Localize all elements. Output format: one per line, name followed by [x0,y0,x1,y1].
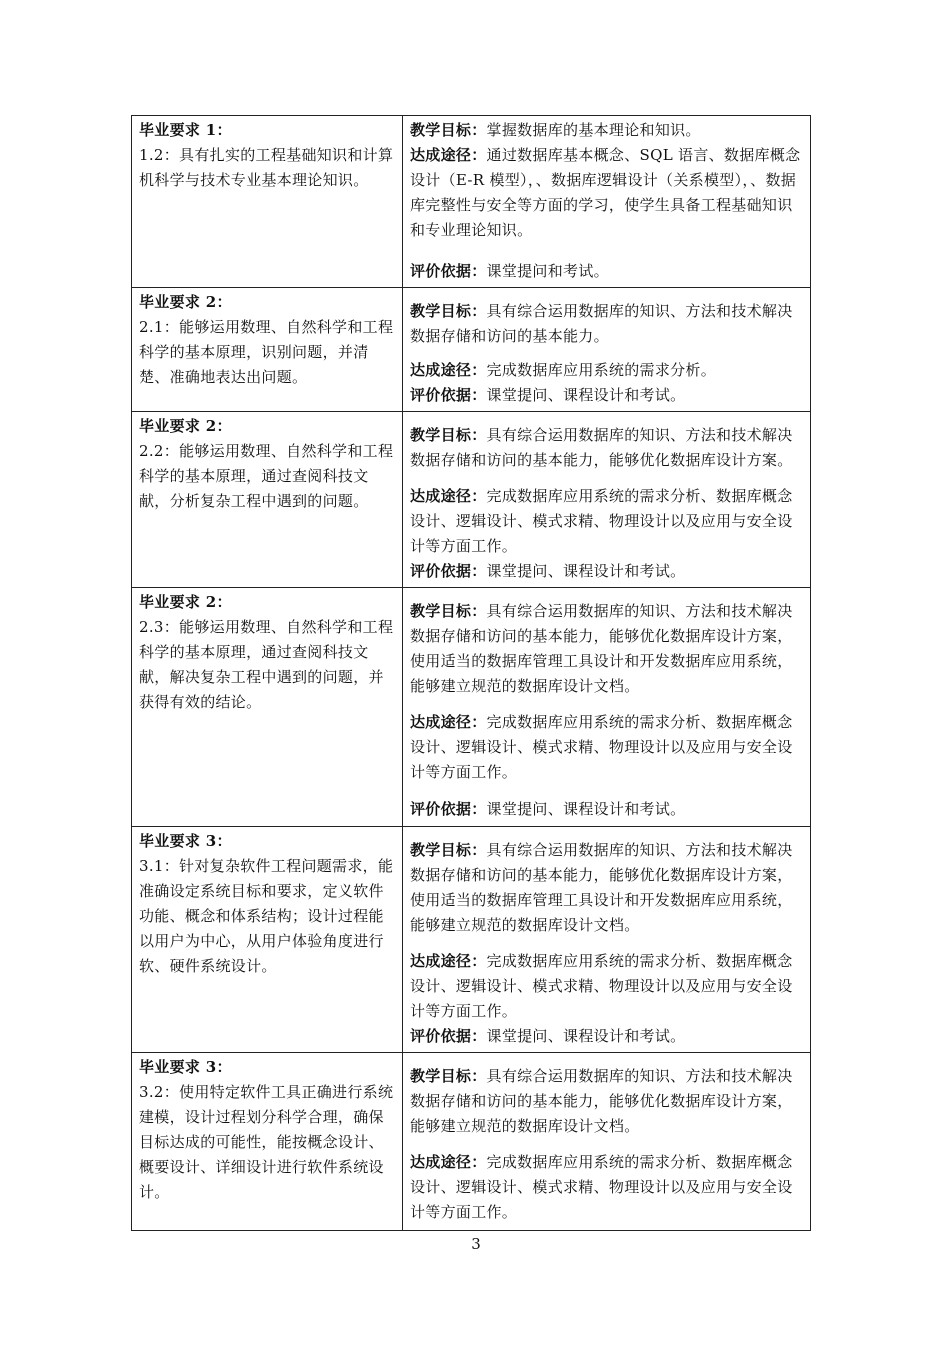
teaching-goal-text: 具有综合运用数据库的知识、方法和技术解决数据存储和访问的基本能力，能够优化数据库设计方案，使用适当的数据库管理工具设计和开发数据库应用系统，能够建立规范的数据库设计文档。 [410,841,793,934]
achievement-path-text: 通过数据库基本概念、SQL 语言、数据库概念设计（E-R 模型），、数据库逻辑设计（关系模型），、数据库完整性与安全等方面的学习，使学生具备工程基础知识和专业理论知识。 [410,146,801,239]
teaching-goal-text: 具有综合运用数据库的知识、方法和技术解决数据存储和访问的基本能力，能够优化数据库设计方案，使用适当的数据库管理工具设计和开发数据库应用系统，能够建立规范的数据库设计文档。 [410,602,793,695]
requirement-title: 毕业要求 3： [139,832,232,850]
evaluation-basis-label: 评价依据： [410,386,487,404]
objective-cell [403,412,811,588]
requirement-cell [132,116,403,288]
table-row [132,116,811,288]
teaching-goal-label: 教学目标： [410,426,487,444]
teaching-goal-label: 教学目标： [410,1067,487,1085]
achievement-path-text: 完成数据库应用系统的需求分析、数据库概念设计、逻辑设计、模式求精、物理设计以及应用与安全设计等方面工作。 [410,952,793,1020]
requirement-text: 3.2：使用特定软件工具正确进行系统建模，设计过程划分科学合理，确保目标达成的可能性，能按概念设计、概要设计、详细设计进行软件系统设计。 [139,1083,394,1201]
evaluation-basis [410,259,803,284]
evaluation-basis [410,383,803,408]
evaluation-basis-text: 课堂提问、课程设计和考试。 [486,800,686,818]
evaluation-basis [410,797,803,822]
evaluation-basis [410,559,803,584]
requirement-title: 毕业要求 2： [139,293,232,311]
achievement-path [410,710,803,785]
achievement-path-text: 完成数据库应用系统的需求分析。 [486,361,717,379]
achievement-path [410,358,803,383]
achievement-path-text: 完成数据库应用系统的需求分析、数据库概念设计、逻辑设计、模式求精、物理设计以及应用与安全设计等方面工作。 [410,487,793,555]
graduation-requirements-table [131,115,811,1231]
achievement-path [410,1150,803,1225]
teaching-goal-text: 具有综合运用数据库的知识、方法和技术解决数据存储和访问的基本能力，能够优化数据库设计方案，能够建立规范的数据库设计文档。 [410,1067,793,1135]
teaching-goal-text: 具有综合运用数据库的知识、方法和技术解决数据存储和访问的基本能力，能够优化数据库设计方案。 [410,426,793,469]
objective-cell [403,116,811,288]
teaching-goal-text: 具有综合运用数据库的知识、方法和技术解决数据存储和访问的基本能力。 [410,302,793,345]
evaluation-basis [410,1024,803,1049]
achievement-path-text: 完成数据库应用系统的需求分析、数据库概念设计、逻辑设计、模式求精、物理设计以及应用与安全设计等方面工作。 [410,713,793,781]
evaluation-basis-text: 课堂提问、课程设计和考试。 [486,1027,686,1045]
requirement-cell [132,288,403,412]
requirement-text: 2.3：能够运用数理、自然科学和工程科学的基本原理，通过查阅科技文献，解决复杂工程中遇到的问题，并获得有效的结论。 [139,618,394,711]
evaluation-basis-text: 课堂提问和考试。 [486,262,609,280]
page-number: 3 [471,1235,481,1253]
teaching-goal [410,838,803,938]
achievement-path-label: 达成途径： [410,1153,487,1171]
achievement-path-label: 达成途径： [410,713,487,731]
teaching-goal [410,423,803,473]
table-row [132,827,811,1053]
requirement-cell [132,588,403,827]
objective-cell [403,1053,811,1231]
evaluation-basis-text: 课堂提问、课程设计和考试。 [486,562,686,580]
evaluation-basis-label: 评价依据： [410,562,487,580]
requirement-text: 1.2：具有扎实的工程基础知识和计算机科学与技术专业基本理论知识。 [139,146,394,189]
evaluation-basis-label: 评价依据： [410,800,487,818]
teaching-goal-label: 教学目标： [410,302,487,320]
achievement-path-label: 达成途径： [410,487,487,505]
table-row [132,588,811,827]
objective-cell [403,827,811,1053]
requirement-title: 毕业要求 1： [139,121,232,139]
teaching-goal-label: 教学目标： [410,121,487,139]
requirement-text: 2.1：能够运用数理、自然科学和工程科学的基本原理，识别问题，并清楚、准确地表达出问题。 [139,318,394,386]
achievement-path [410,484,803,559]
requirement-title: 毕业要求 2： [139,417,232,435]
achievement-path [410,949,803,1024]
achievement-path [410,143,803,243]
requirement-text: 2.2：能够运用数理、自然科学和工程科学的基本原理，通过查阅科技文献，分析复杂工程中遇到的问题。 [139,442,394,510]
objective-cell [403,588,811,827]
achievement-path-text: 完成数据库应用系统的需求分析、数据库概念设计、逻辑设计、模式求精、物理设计以及应用与安全设计等方面工作。 [410,1153,793,1221]
table-row [132,288,811,412]
teaching-goal [410,1064,803,1139]
teaching-goal [410,299,803,349]
requirement-title: 毕业要求 3： [139,1058,232,1076]
table-row [132,412,811,588]
teaching-goal-text: 掌握数据库的基本理论和知识。 [486,121,701,139]
requirement-cell [132,412,403,588]
achievement-path-label: 达成途径： [410,361,487,379]
evaluation-basis-text: 课堂提问、课程设计和考试。 [486,386,686,404]
requirement-text: 3.1：针对复杂软件工程问题需求，能准确设定系统目标和要求，定义软件功能、概念和体系结构；设计过程能以用户为中心，从用户体验角度进行软、硬件系统设计。 [139,857,394,975]
teaching-goal-label: 教学目标： [410,841,487,859]
table-row [132,1053,811,1231]
requirement-cell [132,827,403,1053]
evaluation-basis-label: 评价依据： [410,1027,487,1045]
achievement-path-label: 达成途径： [410,146,487,164]
evaluation-basis-label: 评价依据： [410,262,487,280]
achievement-path-label: 达成途径： [410,952,487,970]
objective-cell [403,288,811,412]
requirement-title: 毕业要求 2： [139,593,232,611]
teaching-goal [410,599,803,699]
teaching-goal [410,118,803,143]
teaching-goal-label: 教学目标： [410,602,487,620]
requirement-cell [132,1053,403,1231]
